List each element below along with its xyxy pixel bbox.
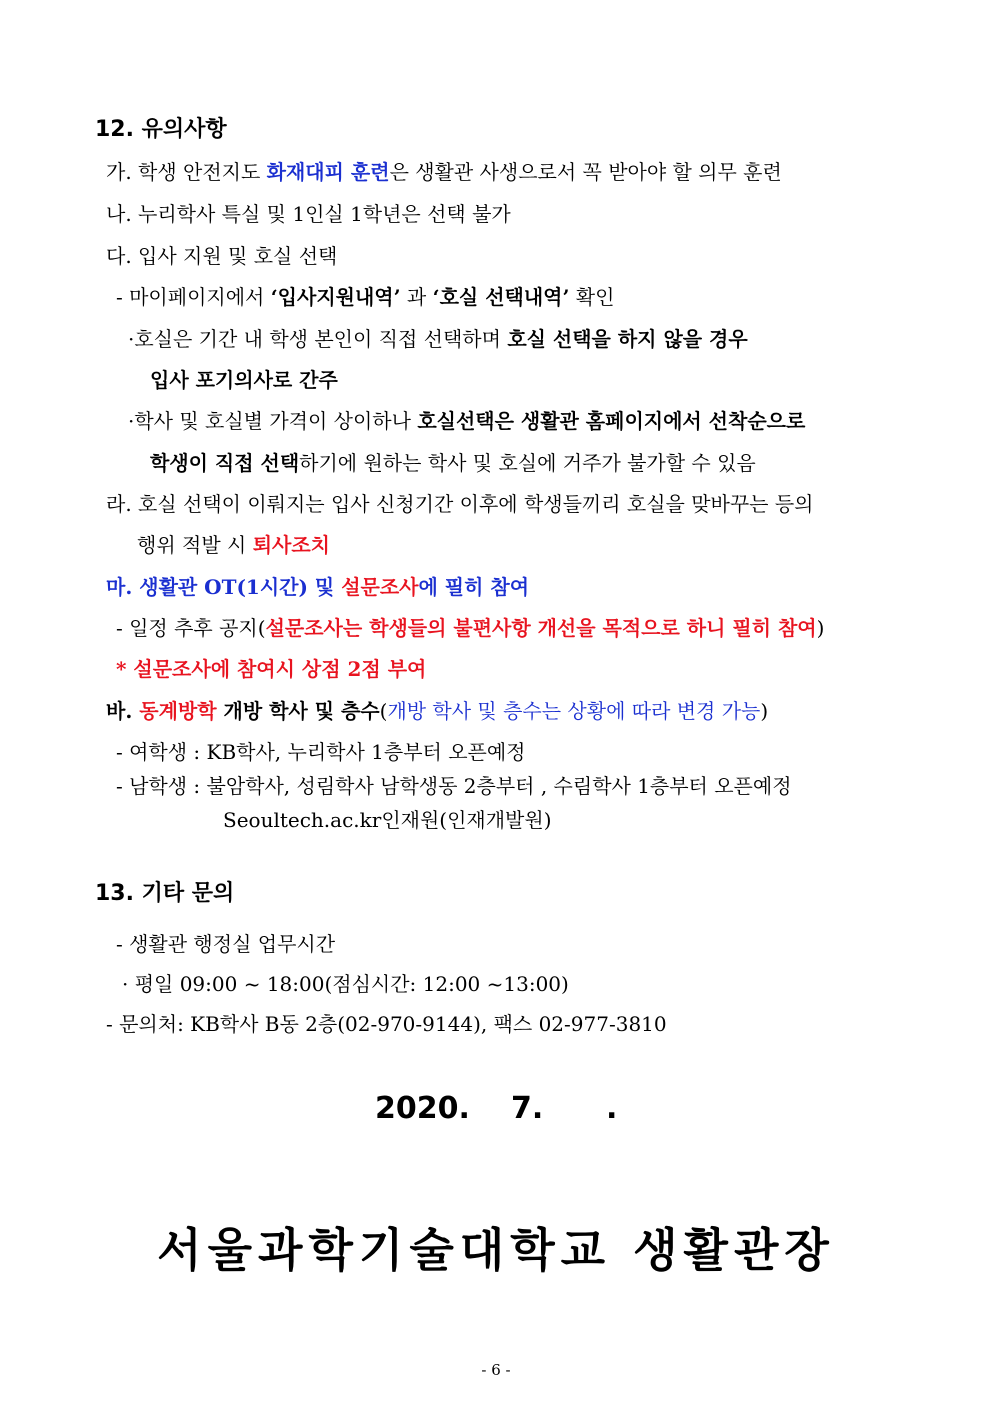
male-students-line — [116, 772, 887, 800]
office-hours-heading: - 생활관 행정실 업무시간 — [116, 932, 336, 956]
bullet2-line1 — [128, 407, 805, 435]
section-12-title: 12. 유의사항 — [95, 117, 227, 142]
bullet1-line1 — [128, 325, 874, 353]
ba-p2: ( — [379, 699, 388, 723]
bullet2-b2: 학생이 직접 선택 — [150, 451, 300, 475]
bullet1-b1: 호실 선택을 하지 않을 경우 — [507, 327, 748, 351]
bullet2-p2: 하기에 원하는 학사 및 호실에 거주가 불가할 수 있음 — [299, 451, 756, 475]
male-students-text: - 남학생 : 불암학사, 성림학사 남학생동 2층부터 , 수림학사 1층부터 오픈예정 — [116, 774, 792, 798]
item-ga-p1: 가. 학생 안전지도 — [106, 160, 267, 184]
item-ra-line1: 라. 호실 선택이 이뤄지는 입사 신청기간 이후에 학생들끼리 호실을 맞바꾸는 등의 — [106, 492, 814, 516]
female-students-line: - 여학생 : KB학사, 누리학사 1층부터 오픈예정 — [116, 740, 526, 764]
item-na: 나. 누리학사 특실 및 1인실 1학년은 선택 불가 — [106, 202, 511, 226]
da-sub-p3: 확인 — [569, 285, 615, 309]
da-sub-b2: ‘호실 선택내역’ — [432, 285, 570, 309]
bullet2-p1: ·학사 및 호실별 가격이 상이하나 — [128, 409, 418, 433]
item-ma-sub — [116, 614, 824, 642]
da-sub-b1: ‘입사지원내역’ — [270, 285, 401, 309]
date-month: 7. — [511, 1091, 544, 1126]
bullet2-b1: 호실선택은 생활관 홈페이지에서 선착순으로 — [417, 409, 806, 433]
item-da-sub — [116, 283, 614, 311]
winter-break-emphasis: 동계방학 — [139, 699, 217, 723]
item-ga — [106, 158, 892, 186]
date-year: 2020. — [375, 1091, 470, 1126]
ra-l2: 행위 적발 시 — [137, 533, 253, 557]
da-sub-p1: - 마이페이지에서 — [116, 285, 271, 309]
ma-p2: 에 필히 참여 — [418, 575, 530, 599]
bullet2-line2 — [150, 449, 756, 477]
page-number: - 6 - — [481, 1361, 511, 1379]
survey-emphasis: 설문조사 — [341, 575, 419, 599]
section-13-title: 13. 기타 문의 — [95, 881, 235, 906]
item-ga-text — [106, 158, 782, 186]
ba-b1: 개방 학사 및 층수 — [216, 699, 380, 723]
survey-reward-note: * 설문조사에 참여시 상점 2점 부여 — [116, 657, 427, 681]
ma-sub-emphasis: 설문조사는 학생들의 불편사항 개선을 목적으로 하니 필히 참여 — [265, 616, 817, 640]
ma-sub-p2: ) — [816, 616, 825, 640]
bullet1-line2: 입사 포기의사로 간주 — [150, 368, 338, 392]
contact-line: - 문의처: KB학사 B동 2층(02-970-9144), 팩스 02-977-3810 — [106, 1012, 667, 1036]
ba-p3: ) — [760, 699, 769, 723]
ba-p1: 바. — [106, 699, 140, 723]
website-line: Seoultech.ac.kr인재원(인재개발원) — [223, 808, 552, 832]
expulsion-emphasis: 퇴사조치 — [252, 533, 330, 557]
item-ra-line2 — [137, 531, 330, 559]
item-ma — [106, 573, 529, 601]
item-ga-p2: 은 생활관 사생으로서 꼭 받아야 할 의무 훈련 — [389, 160, 782, 184]
item-ba — [106, 697, 768, 725]
ma-sub-p1: - 일정 추후 공지( — [116, 616, 266, 640]
fire-drill-emphasis: 화재대피 훈련 — [266, 160, 390, 184]
item-da: 다. 입사 지원 및 호실 선택 — [106, 244, 338, 268]
issuer-signature: 서울과학기술대학교 생활관장 — [157, 1223, 835, 1277]
ma-p1: 마. 생활관 OT(1시간) 및 — [106, 575, 342, 599]
date-day: . — [606, 1091, 618, 1126]
ba-note-blue: 개방 학사 및 층수는 상황에 따라 변경 가능 — [387, 699, 761, 723]
office-hours-weekday: · 평일 09:00 ~ 18:00(점심시간: 12:00 ~13:00) — [122, 972, 569, 996]
da-sub-p2: 과 — [400, 285, 433, 309]
bullet1-p1: ·호실은 기간 내 학생 본인이 직접 선택하며 — [128, 327, 508, 351]
